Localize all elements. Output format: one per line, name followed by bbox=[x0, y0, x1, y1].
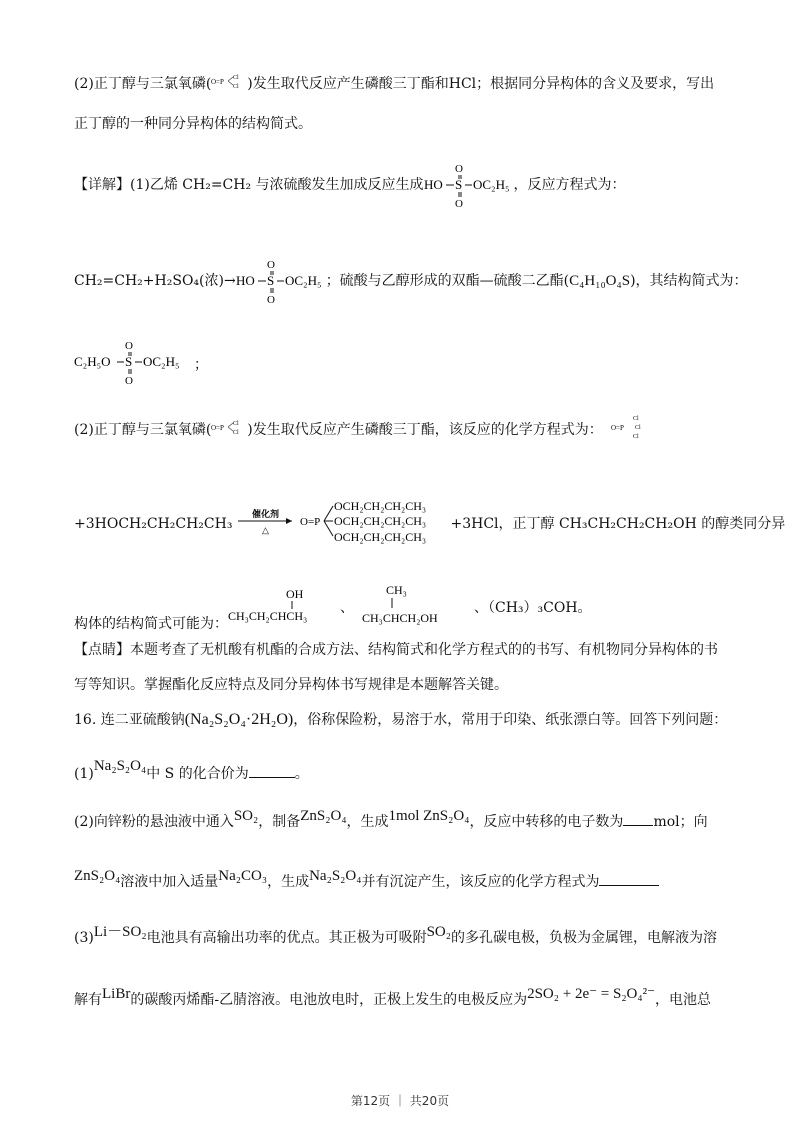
text: 的碳酸丙烯酯-乙腈溶液。电池放电时，正极上发生的电极反应为 bbox=[130, 992, 528, 1008]
text: ；硫酸与乙醇形成的双酯—硫酸二乙酯( bbox=[325, 273, 570, 289]
svg-text:Cl: Cl bbox=[632, 434, 639, 440]
svg-text:CH₃CH₂CHCH₃: CH₃CH₂CHCH₃ bbox=[228, 609, 308, 623]
svg-text:CH₃: CH₃ bbox=[386, 583, 407, 597]
answer-blank[interactable] bbox=[249, 765, 295, 778]
svg-text:OCH₂CH₂CH₂CH₃: OCH₂CH₂CH₂CH₃ bbox=[334, 514, 427, 528]
question-part-3 bbox=[74, 986, 734, 1010]
text: 写等知识。掌握酯化反应特点及同分异构体书写规律是本题解答关键。 bbox=[74, 677, 508, 693]
svg-text:O=P: O=P bbox=[610, 424, 624, 432]
paragraph-line bbox=[74, 72, 734, 96]
text: 构体的结构简式可能为： bbox=[74, 616, 228, 632]
paragraph-line bbox=[74, 160, 734, 210]
text: )，其结构简式为： bbox=[630, 273, 748, 289]
text: ； bbox=[194, 357, 208, 373]
text: 正丁醇的一种同分异构体的结构简式。 bbox=[74, 116, 312, 132]
svg-text:S: S bbox=[125, 354, 133, 369]
text: CH₂=CH₂+H₂SO₄(浓)→ bbox=[74, 273, 236, 289]
formula: Na₂S₂O₄ bbox=[309, 868, 362, 884]
answer-blank[interactable] bbox=[599, 873, 659, 886]
svg-text:OCH₂CH₂CH₂CH₃: OCH₂CH₂CH₂CH₃ bbox=[334, 499, 427, 513]
text: 【点睛】本题考查了无机酸有机酯的合成方法、结构简式和化学方程式的的书写、有机物同分异构体的书 bbox=[74, 642, 718, 658]
pocl3-structure-icon bbox=[211, 72, 247, 96]
svg-text:C₂H₅O: C₂H₅O bbox=[74, 354, 111, 369]
svg-text:S: S bbox=[266, 273, 274, 288]
paragraph-line bbox=[74, 675, 734, 695]
paragraph-line bbox=[74, 496, 786, 552]
text: 中 S 的化合价为 bbox=[146, 766, 249, 782]
answer-blank[interactable] bbox=[623, 813, 653, 826]
svg-text:Cl: Cl bbox=[233, 75, 239, 81]
svg-text:OC₂H₅: OC₂H₅ bbox=[143, 354, 180, 369]
text: ，俗称保险粉，易溶于水，常用于印染、纸张漂白等。回答下列问题： bbox=[293, 712, 728, 728]
text: 、（CH₃）₃COH。 bbox=[474, 600, 592, 616]
paragraph-line bbox=[74, 114, 734, 134]
formula: SO₂ bbox=[426, 924, 451, 940]
paragraph-line bbox=[74, 336, 734, 394]
ethyl-sulfate-structure bbox=[236, 256, 326, 306]
svg-text:O: O bbox=[266, 294, 275, 306]
svg-text:O: O bbox=[125, 375, 133, 387]
text: ，生成 bbox=[346, 814, 389, 830]
text: ，反应中转移的电子数为 bbox=[469, 814, 624, 830]
formula: LiBr bbox=[102, 986, 131, 1002]
svg-text:O=P: O=P bbox=[211, 78, 225, 86]
formula: ZnS₂O₄ bbox=[300, 808, 347, 824]
svg-text:Cl: Cl bbox=[632, 416, 639, 422]
question-part-3 bbox=[74, 924, 734, 948]
text: (2)正丁醇与三氯氧磷( bbox=[74, 76, 212, 92]
formula: 1mol ZnS₂O₄ bbox=[388, 808, 470, 824]
svg-text:HO: HO bbox=[423, 177, 443, 192]
text: (3) bbox=[74, 930, 94, 946]
paragraph-line bbox=[74, 640, 734, 660]
text: )发生取代反应产生磷酸三丁酯和HCl；根据同分异构体的含义及要求，写出 bbox=[247, 76, 715, 92]
text: +3HOCH₂CH₂CH₂CH₃ bbox=[74, 516, 233, 532]
text: (2)正丁醇与三氯氧磷( bbox=[74, 422, 212, 438]
question-16 bbox=[74, 710, 734, 730]
question-number: 16. 连二亚硫酸钠 bbox=[74, 712, 185, 728]
paragraph-line bbox=[74, 414, 734, 446]
svg-text:O: O bbox=[454, 198, 463, 210]
svg-text:Cl: Cl bbox=[634, 425, 641, 431]
svg-text:催化剂: 催化剂 bbox=[252, 509, 280, 519]
svg-text:S: S bbox=[454, 177, 462, 192]
isomer-2-methyl-propanol bbox=[362, 582, 462, 634]
page-footer: 第12页 ｜ 共20页 bbox=[350, 1094, 450, 1108]
text: )发生取代反应产生磷酸三丁酯，该反应的化学方程式为： bbox=[247, 422, 603, 438]
formula: Na₂CO₃ bbox=[218, 868, 268, 884]
formula: (Na₂S₂O₄·2H₂O) bbox=[184, 711, 294, 728]
text: (2)向锌粉的悬浊液中通入 bbox=[74, 814, 234, 830]
ethyl-sulfate-structure bbox=[424, 160, 514, 210]
paragraph-line bbox=[74, 256, 748, 306]
svg-text:CH₃CHCH₂OH: CH₃CHCH₂OH bbox=[362, 611, 438, 625]
text: +3HCl，正丁醇 CH₃CH₂CH₂CH₂OH 的醇类同分异 bbox=[450, 516, 786, 532]
question-part-2 bbox=[74, 808, 734, 832]
svg-text:△: △ bbox=[262, 525, 270, 535]
text: 。 bbox=[294, 766, 309, 782]
svg-text:Cl: Cl bbox=[233, 84, 239, 90]
question-part-2 bbox=[74, 868, 734, 892]
formula: SO₂ bbox=[233, 808, 259, 824]
text: (1) bbox=[74, 766, 94, 782]
svg-text:O=P: O=P bbox=[300, 516, 321, 528]
diethyl-sulfate-structure bbox=[74, 336, 194, 394]
svg-text:OC₂H₅: OC₂H₅ bbox=[472, 177, 510, 192]
svg-text:OCH₂CH₂CH₂CH₃: OCH₂CH₂CH₂CH₃ bbox=[334, 530, 427, 544]
text: 、 bbox=[340, 600, 354, 616]
formula: ZnS₂O₄ bbox=[74, 868, 121, 884]
text: ，生成 bbox=[267, 874, 310, 890]
reaction-arrow bbox=[236, 506, 296, 542]
svg-text:HO: HO bbox=[235, 273, 255, 288]
text: ，制备 bbox=[258, 814, 301, 830]
svg-text:Cl: Cl bbox=[233, 421, 239, 427]
text: ，反应方程式为： bbox=[513, 177, 626, 193]
svg-text:OC₂H₅: OC₂H₅ bbox=[284, 273, 322, 288]
svg-text:Cl: Cl bbox=[233, 430, 239, 436]
svg-text:O=P: O=P bbox=[211, 424, 225, 432]
pocl3-structure-icon bbox=[211, 418, 247, 442]
text: 电池具有高输出功率的优点。其正极为可吸附 bbox=[146, 930, 427, 946]
text: 溶液中加入适量 bbox=[120, 874, 219, 890]
isomer-2-butanol bbox=[228, 586, 332, 630]
text: 的多孔碳电极，负极为金属锂，电解液为溶 bbox=[451, 930, 717, 946]
text: 【详解】(1)乙烯 CH₂=CH₂ 与浓硫酸发生加成反应生成 bbox=[74, 177, 424, 193]
formula: Na₂S₂O₄ bbox=[93, 758, 147, 774]
svg-text:O: O bbox=[125, 340, 133, 352]
equation: 2SO₂ + 2e⁻ = S₂O₄²⁻ bbox=[527, 986, 656, 1002]
tributyl-phosphate-structure bbox=[300, 496, 450, 552]
svg-text:O: O bbox=[266, 259, 275, 271]
pocl3-structure-icon bbox=[611, 414, 647, 446]
formula: C₄H₁₀O₄S bbox=[569, 273, 631, 289]
text: 解有 bbox=[74, 992, 102, 1008]
text: mol；向 bbox=[653, 814, 708, 830]
paragraph-line bbox=[74, 582, 734, 634]
question-part-1 bbox=[74, 758, 734, 784]
formula: Li－SO₂ bbox=[93, 924, 147, 940]
svg-text:O: O bbox=[454, 163, 463, 175]
text: 并有沉淀产生，该反应的化学方程式为 bbox=[361, 874, 600, 890]
text: ，电池总 bbox=[655, 992, 712, 1008]
svg-text:OH: OH bbox=[286, 587, 304, 601]
